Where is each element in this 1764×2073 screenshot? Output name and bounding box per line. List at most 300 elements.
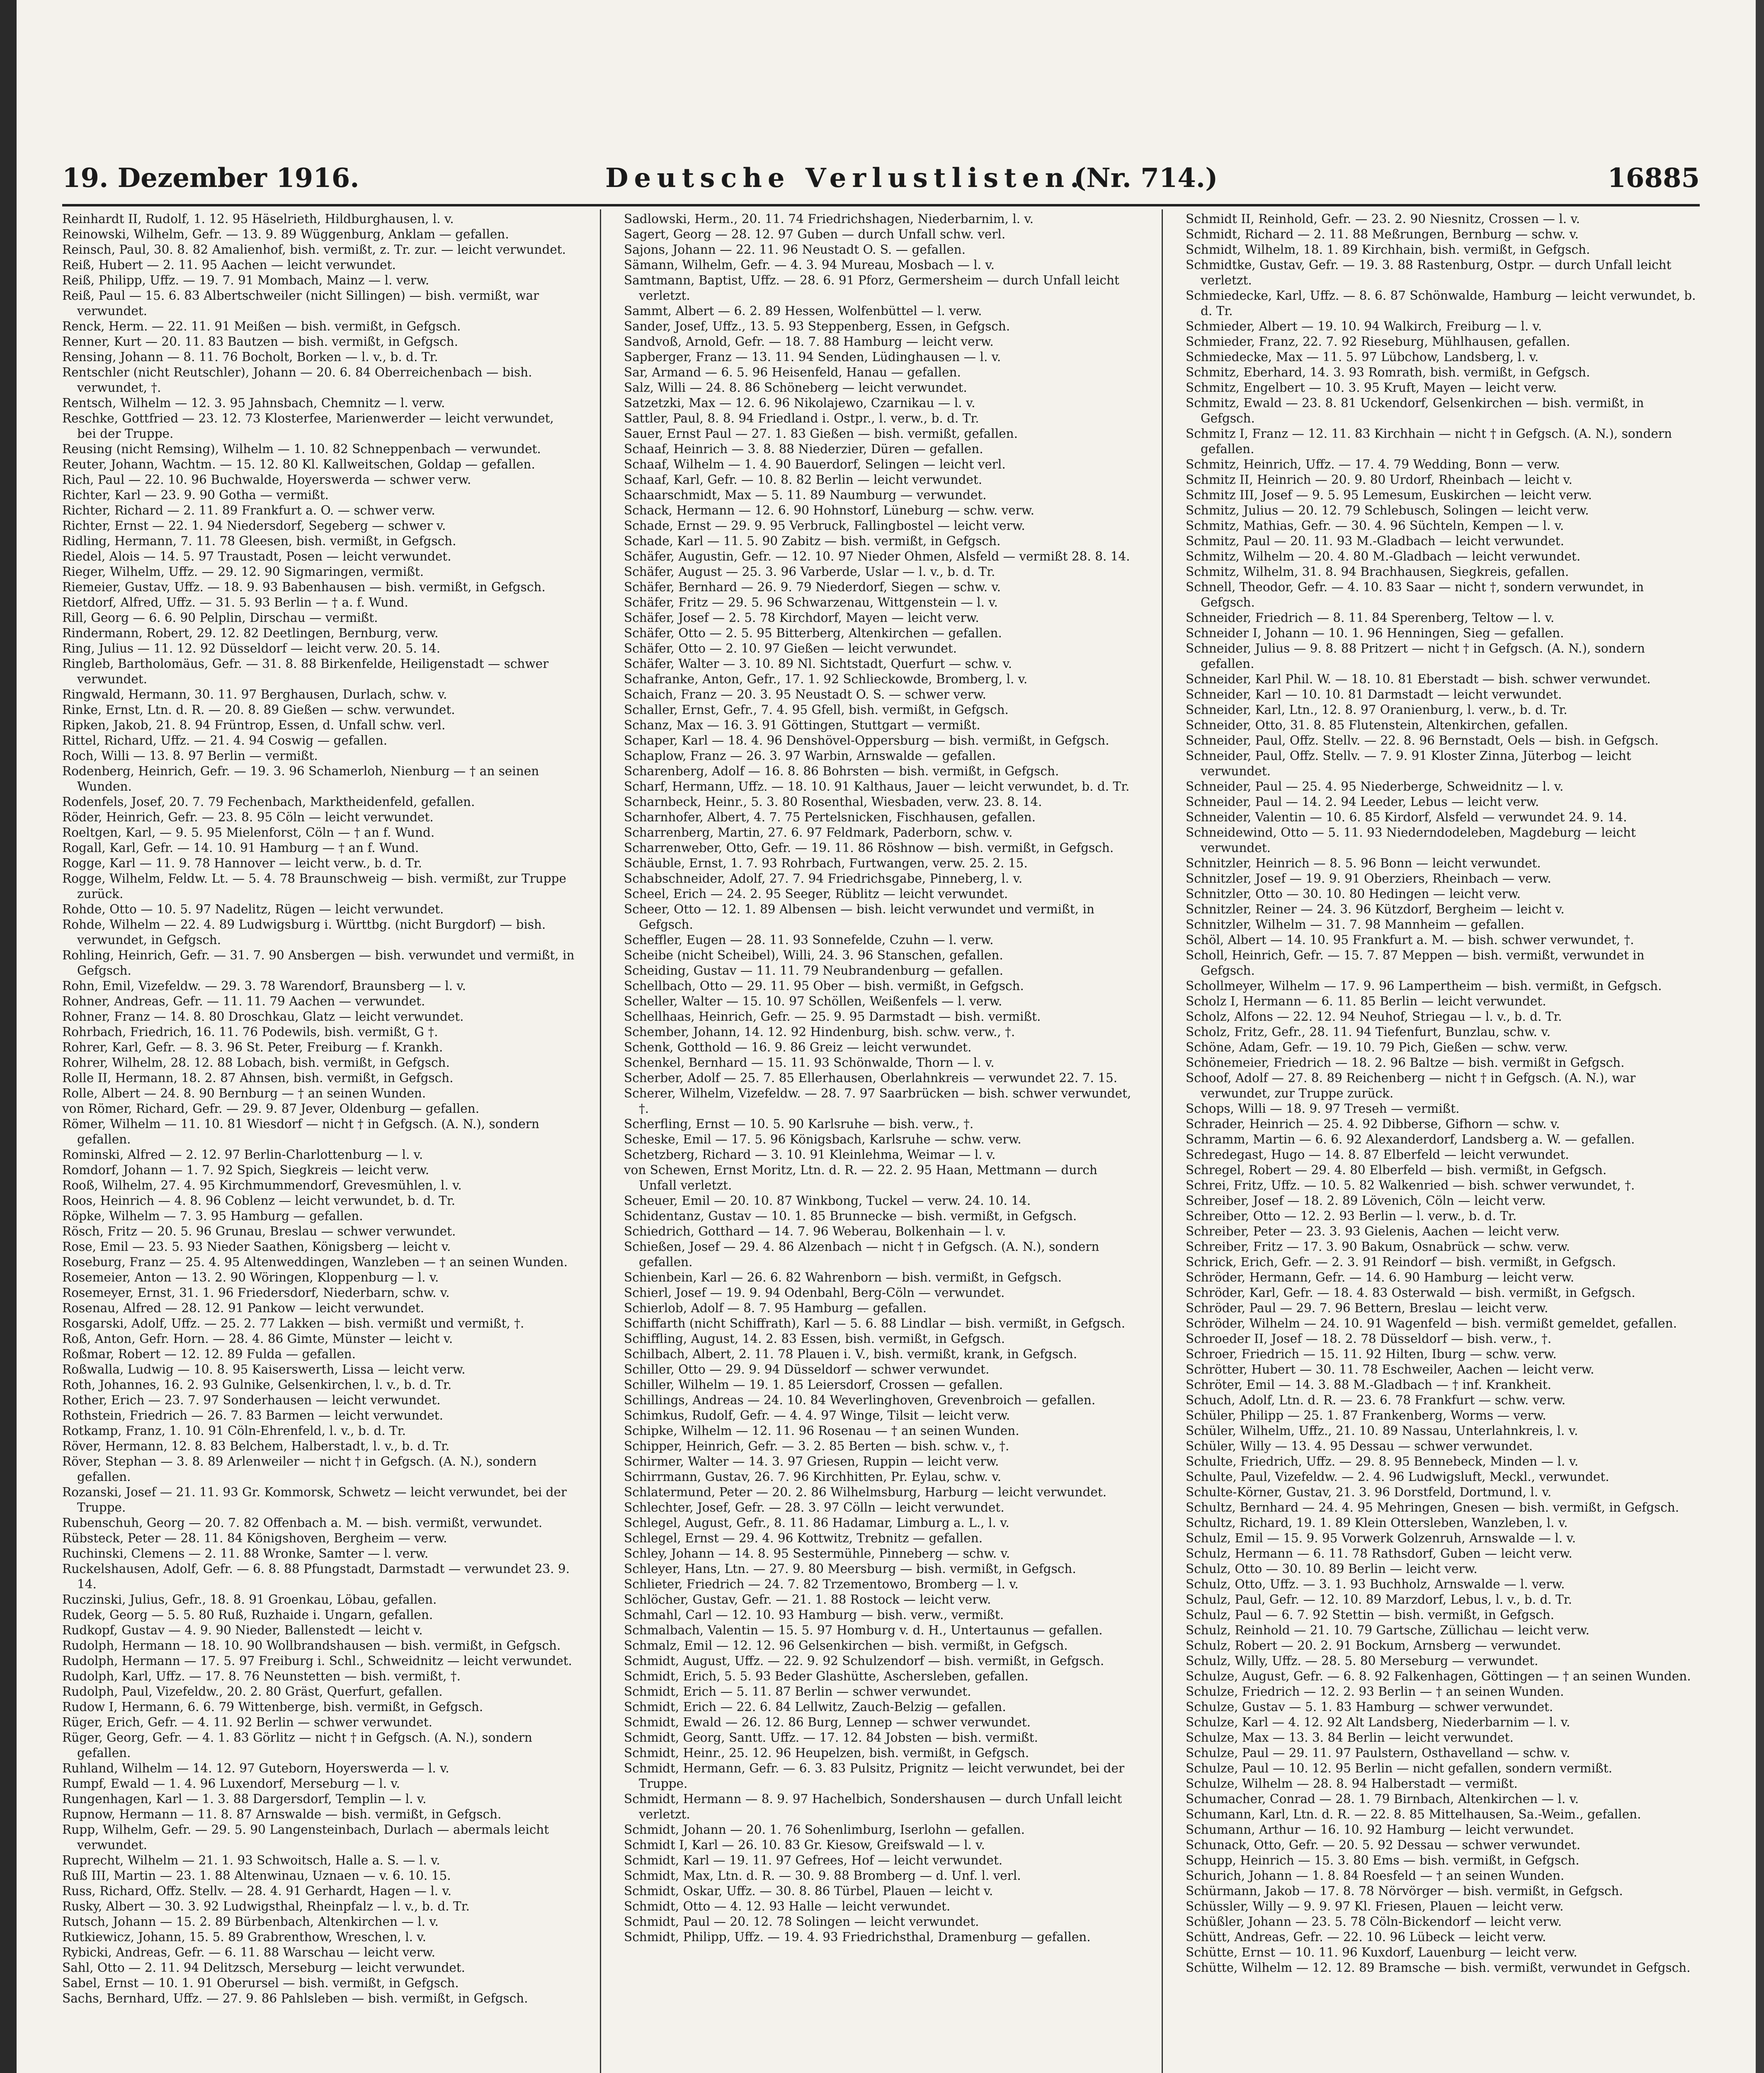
casualty-entry: Rose, Emil — 23. 5. 93 Nieder Saathen, Königsberg — leicht v.: [62, 1240, 451, 1254]
casualty-entry: Schmitz, Julius — 20. 12. 79 Schlebusch, Solingen — leicht verw.: [1186, 503, 1589, 517]
casualty-entry: Ringleb, Bartholomäus, Gefr. — 31. 8. 88 Birkenfelde, Heiligenstadt — schwer verwundet.: [62, 657, 549, 686]
casualty-entry: Schütte, Ernst — 10. 11. 96 Kuxdorf, Lauenburg — leicht verw.: [1186, 1945, 1577, 1959]
casualty-entry: Schirmer, Walter — 14. 3. 97 Griesen, Ruppin — leicht verw.: [624, 1454, 999, 1469]
casualty-entry: Schrötter, Hubert — 30. 11. 78 Eschweiler, Aachen — leicht verw.: [1186, 1362, 1594, 1376]
casualty-entry: Schäfer, Walter — 3. 10. 89 Nl. Sichtstadt, Querfurt — schw. v.: [624, 657, 1012, 671]
casualty-entry: Schreiber, Otto — 12. 2. 93 Berlin — l. verw., b. d. Tr.: [1186, 1209, 1517, 1223]
casualty-entry: Schneider, Friedrich — 8. 11. 84 Sperenberg, Teltow — l. v.: [1186, 611, 1555, 625]
casualty-entry: Rieger, Wilhelm, Uffz. — 29. 12. 90 Sigmaringen, vermißt.: [62, 565, 424, 579]
casualty-entry: Schneider, Karl — 10. 10. 81 Darmstadt — leicht verwundet.: [1186, 687, 1562, 702]
casualty-entry: Scheer, Otto — 12. 1. 89 Albensen — bish. leicht verwundet und vermißt, in Gefgsch.: [624, 902, 1094, 932]
casualty-entry: Schmidt, Max, Ltn. d. R. — 30. 9. 88 Bromberg — d. Unf. l. verl.: [624, 1869, 1021, 1883]
casualty-entry: Reiß, Hubert — 2. 11. 95 Aachen — leicht verwundet.: [62, 258, 396, 272]
casualty-entry: Ring, Julius — 11. 12. 92 Düsseldorf — leicht verw. 20. 5. 14.: [62, 641, 441, 655]
casualty-entry: Schaaf, Karl, Gefr. — 10. 8. 82 Berlin — leicht verwundet.: [624, 473, 983, 487]
casualty-entry: Rudolph, Hermann — 18. 10. 90 Wollbrandshausen — bish. vermißt, in Gefgsch.: [62, 1638, 561, 1653]
casualty-entry: Ruczinski, Julius, Gefr., 18. 8. 91 Groenkau, Löbau, gefallen.: [62, 1592, 437, 1607]
casualty-entry: Schilbach, Albert, 2. 11. 78 Plauen i. V., bish. vermißt, krank, in Gefgsch.: [624, 1347, 1077, 1361]
casualty-entry: Schöl, Albert — 14. 10. 95 Frankfurt a. M. — bish. schwer verwundet, †.: [1186, 933, 1634, 947]
casualty-entry: Scholz, Alfons — 22. 12. 94 Neuhof, Striegau — l. v., b. d. Tr.: [1186, 1010, 1562, 1024]
casualty-entry: Schellhaas, Heinrich, Gefr. — 25. 9. 95 Darmstadt — bish. vermißt.: [624, 1010, 1041, 1024]
casualty-entry: Schüler, Willy — 13. 4. 95 Dessau — schwer verwundet.: [1186, 1439, 1533, 1453]
casualty-entry: Rubenschuh, Georg — 20. 7. 82 Offenbach a. M. — bish. vermißt, verwundet.: [62, 1516, 543, 1530]
casualty-entry: Rumpf, Ewald — 1. 4. 96 Luxendorf, Merseburg — l. v.: [62, 1777, 400, 1791]
casualty-entry: Schley, Johann — 14. 8. 95 Sestermühle, Pinneberg — schw. v.: [624, 1546, 1010, 1561]
casualty-entry: Scheiding, Gustav — 11. 11. 79 Neubrandenburg — gefallen.: [624, 964, 1004, 978]
casualty-entry: Rudkopf, Gustav — 4. 9. 90 Nieder, Ballenstedt — leicht v.: [62, 1623, 423, 1637]
casualty-entry: Schmitz III, Josef — 9. 5. 95 Lemesum, Euskirchen — leicht verw.: [1186, 488, 1592, 502]
casualty-entry: Ruhland, Wilhelm — 14. 12. 97 Guteborn, Hoyerswerda — l. v.: [62, 1761, 449, 1775]
casualty-entry: Schreiber, Peter — 23. 3. 93 Gielenis, Aachen — leicht verw.: [1186, 1224, 1560, 1238]
casualty-entry: Schabschneider, Adolf, 27. 7. 94 Friedrichsgabe, Pinneberg, l. v.: [624, 871, 1023, 886]
casualty-entry: Rodenberg, Heinrich, Gefr. — 19. 3. 96 Schamerloh, Nienburg — † an seinen Wunden.: [62, 764, 539, 794]
casualty-entry: Scharf, Hermann, Uffz. — 18. 10. 91 Kalthaus, Jauer — leicht verwundet, b. d. Tr.: [624, 779, 1130, 794]
casualty-entry: Scheibe (nicht Scheibel), Willi, 24. 3. 96 Stanschen, gefallen.: [624, 948, 1003, 962]
page-header: [62, 160, 1700, 205]
casualty-entry: Schops, Willi — 18. 9. 97 Treseh — vermißt.: [1186, 1102, 1460, 1116]
casualty-entry: Schmitz, Mathias, Gefr. — 30. 4. 96 Süchteln, Kempen — l. v.: [1186, 519, 1564, 533]
casualty-entry: Schiffling, August, 14. 2. 83 Essen, bish. vermißt, in Gefgsch.: [624, 1332, 1005, 1346]
casualty-entry: Schreiber, Fritz — 17. 3. 90 Bakum, Osnabrück — schw. verw.: [1186, 1240, 1570, 1254]
casualty-entry: Schredegast, Hugo — 14. 8. 87 Elberfeld — leicht verwundet.: [1186, 1148, 1569, 1162]
casualty-entry: Reuter, Johann, Wachtm. — 15. 12. 80 Kl. Kallweitschen, Goldap — gefallen.: [62, 457, 535, 471]
casualty-entry: Schrei, Fritz, Uffz. — 10. 5. 82 Walkenried — bish. schwer verwundet, †.: [1186, 1178, 1635, 1192]
casualty-entry: Rosgarski, Adolf, Uffz. — 25. 2. 77 Lakken — bish. vermißt und vermißt, †.: [62, 1316, 524, 1330]
casualty-entry: Schneidewind, Otto — 5. 11. 93 Niederndodeleben, Magdeburg — leicht verwundet.: [1186, 825, 1636, 855]
casualty-entry: Schulze, Paul — 29. 11. 97 Paulstern, Osthavelland — schw. v.: [1186, 1746, 1570, 1760]
casualty-entry: Schmieder, Franz, 22. 7. 92 Rieseburg, Mühlhausen, gefallen.: [1186, 335, 1570, 349]
casualty-entry: Sabel, Ernst — 10. 1. 91 Oberursel — bish. vermißt, in Gefgsch.: [62, 1976, 459, 1990]
casualty-entry: Röpke, Wilhelm — 7. 3. 95 Hamburg — gefallen.: [62, 1209, 363, 1223]
casualty-entry: Schlegel, August, Gefr., 8. 11. 86 Hadamar, Limburg a. L., l. v.: [624, 1516, 1009, 1530]
casualty-entry: Schönemeier, Friedrich — 18. 2. 96 Baltze — bish. vermißt in Gefgsch.: [1186, 1056, 1625, 1070]
header-title: Deutsche Verlustlisten.: [605, 163, 1085, 194]
casualty-entry: Schäfer, Bernhard — 26. 9. 79 Niederdorf, Siegen — schw. v.: [624, 580, 1001, 594]
casualty-entry: Schmidt, Johann — 20. 1. 76 Sohenlimburg, Iserlohn — gefallen.: [624, 1823, 1025, 1837]
column-divider-1: [600, 209, 601, 2073]
casualty-entry: Schröder, Karl, Gefr. — 18. 4. 83 Osterwald — bish. vermißt, in Gefgsch.: [1186, 1286, 1635, 1300]
column-3: [1186, 211, 1700, 2073]
casualty-entry: Scharnhofer, Albert, 4. 7. 75 Pertelsnicken, Fischhausen, gefallen.: [624, 810, 1036, 824]
casualty-entry: Sander, Josef, Uffz., 13. 5. 93 Steppenberg, Essen, in Gefgsch.: [624, 319, 1010, 333]
casualty-entry: Röder, Heinrich, Gefr. — 23. 8. 95 Cöln — leicht verwundet.: [62, 810, 434, 824]
casualty-entry: Schollmeyer, Wilhelm — 17. 9. 96 Lampertheim — bish. vermißt, in Gefgsch.: [1186, 979, 1662, 993]
casualty-entry: Samtmann, Baptist, Uffz. — 28. 6. 91 Pforz, Germersheim — durch Unfall leicht verletzt.: [624, 273, 1119, 303]
casualty-entry: Schulz, Robert — 20. 2. 91 Bockum, Arnsberg — verwundet.: [1186, 1638, 1561, 1653]
casualty-entry: von Schewen, Ernst Moritz, Ltn. d. R. — 22. 2. 95 Haan, Mettmann — durch Unfall verletzt.: [624, 1163, 1097, 1192]
casualty-entry: Sämann, Wilhelm, Gefr. — 4. 3. 94 Mureau, Mosbach — l. v.: [624, 258, 995, 272]
casualty-entry: Schäfer, Fritz — 29. 5. 96 Schwarzenau, Wittgenstein — l. v.: [624, 595, 998, 609]
casualty-entry: Sammt, Albert — 6. 2. 89 Hessen, Wolfenbüttel — l. verw.: [624, 304, 982, 318]
casualty-entry: Schüler, Wilhelm, Uffz., 21. 10. 89 Nassau, Unterlahnkreis, l. v.: [1186, 1424, 1578, 1438]
casualty-entry: Schulz, Reinhold — 21. 10. 79 Gartsche, Züllichau — leicht verw.: [1186, 1623, 1589, 1637]
casualty-entry: Ruchinski, Clemens — 2. 11. 88 Wronke, Samter — l. verw.: [62, 1546, 429, 1561]
casualty-entry: Schierl, Josef — 19. 9. 94 Odenbahl, Berg-Cöln — verwundet.: [624, 1286, 1005, 1300]
casualty-entry: Sachs, Bernhard, Uffz. — 27. 9. 86 Pahlsleben — bish. vermißt, in Gefgsch.: [62, 1991, 528, 2005]
casualty-entry: Schidentanz, Gustav — 10. 1. 85 Brunnecke — bish. vermißt, in Gefgsch.: [624, 1209, 1077, 1223]
casualty-entry: Schulz, Otto — 30. 10. 89 Berlin — leicht verw.: [1186, 1562, 1478, 1576]
header-issue-number: (Nr. 714.): [1074, 163, 1218, 194]
casualty-entry: Rudolph, Paul, Vizefeldw., 20. 2. 80 Gräst, Querfurt, gefallen.: [62, 1685, 443, 1699]
casualty-entry: Schulte, Friedrich, Uffz. — 29. 8. 95 Bennebeck, Minden — l. v.: [1186, 1454, 1579, 1469]
casualty-entry: Schaper, Karl — 18. 4. 96 Denshövel-Oppersburg — bish. vermißt, in Gefgsch.: [624, 733, 1109, 748]
casualty-entry: Schipper, Heinrich, Gefr. — 3. 2. 85 Berten — bish. schw. v., †.: [624, 1439, 1009, 1453]
casualty-entry: Rothstein, Friedrich — 26. 7. 83 Barmen — leicht verwundet.: [62, 1408, 444, 1422]
casualty-entry: Schnitzler, Wilhelm — 31. 7. 98 Mannheim — gefallen.: [1186, 918, 1525, 932]
casualty-entry: Schmidt, Karl — 19. 11. 97 Gefrees, Hof — leicht verwundet.: [624, 1853, 1003, 1867]
casualty-entry: Schulze, August, Gefr. — 6. 8. 92 Falkenhagen, Göttingen — † an seinen Wunden.: [1186, 1669, 1691, 1683]
casualty-entry: Schreiber, Josef — 18. 2. 89 Lövenich, Cöln — leicht verw.: [1186, 1194, 1546, 1208]
casualty-entry: Schröder, Paul — 29. 7. 96 Bettern, Breslau — leicht verw.: [1186, 1301, 1548, 1315]
casualty-entry: Schnitzler, Heinrich — 8. 5. 96 Bonn — leicht verwundet.: [1186, 856, 1541, 870]
casualty-entry: Schlegel, Ernst — 29. 4. 96 Kottwitz, Trebnitz — gefallen.: [624, 1531, 983, 1545]
casualty-entry: Rindermann, Robert, 29. 12. 82 Deetlingen, Bernburg, verw.: [62, 626, 439, 640]
casualty-entry: Romdorf, Johann — 1. 7. 92 Spich, Siegkreis — leicht verw.: [62, 1163, 429, 1177]
casualty-entry: Schmitz, Paul — 20. 11. 93 M.-Gladbach — leicht verwundet.: [1186, 534, 1564, 548]
casualty-entry: Richter, Ernst — 22. 1. 94 Niedersdorf, Segeberg — schwer v.: [62, 519, 446, 533]
casualty-entry: Schmitz, Engelbert — 10. 3. 95 Kruft, Mayen — leicht verw.: [1186, 381, 1557, 395]
casualty-entry: Schmidt, Richard — 2. 11. 88 Meßrungen, Bernburg — schw. v.: [1186, 227, 1579, 241]
casualty-entry: Rietdorf, Alfred, Uffz. — 31. 5. 93 Berlin — † a. f. Wund.: [62, 595, 408, 609]
casualty-entry: Schmidt, Hermann, Gefr. — 6. 3. 83 Pulsitz, Prignitz — leicht verwundet, bei der Truppe.: [624, 1761, 1125, 1791]
casualty-entry: Schoof, Adolf — 27. 8. 89 Reichenberg — nicht † in Gefgsch. (A. N.), war verwundet, zur Truppe zurück.: [1186, 1071, 1636, 1100]
casualty-entry: Rohn, Emil, Vizefeldw. — 29. 3. 78 Warendorf, Braunsberg — l. v.: [62, 979, 466, 993]
casualty-entry: Schmiedecke, Karl, Uffz. — 8. 6. 87 Schönwalde, Hamburg — leicht verwundet, b. d. Tr.: [1186, 289, 1696, 318]
casualty-entry: Scheller, Walter — 15. 10. 97 Schöllen, Weißenfels — l. verw.: [624, 994, 1002, 1008]
casualty-entry: Schupp, Heinrich — 15. 3. 80 Ems — bish. vermißt, in Gefgsch.: [1186, 1853, 1580, 1867]
casualty-entry: Ridling, Hermann, 7. 11. 78 Gleesen, bish. vermißt, in Gefgsch.: [62, 534, 456, 548]
scan-edge-left: [0, 0, 17, 2073]
casualty-entry: Sadlowski, Herm., 20. 11. 74 Friedrichshagen, Niederbarnim, l. v.: [624, 212, 1034, 226]
casualty-entry: Schiffarth (nicht Schiffrath), Karl — 5. 6. 88 Lindlar — bish. vermißt, in Gefgsch.: [624, 1316, 1126, 1330]
casualty-entry: Ruß III, Martin — 23. 1. 88 Altenwinau, Uznaen — v. 6. 10. 15.: [62, 1869, 451, 1883]
casualty-entry: Rohner, Andreas, Gefr. — 11. 11. 79 Aachen — verwundet.: [62, 994, 425, 1008]
casualty-entry: Schulze, Friedrich — 12. 2. 93 Berlin — † an seinen Wunden.: [1186, 1685, 1564, 1699]
scan-edge-right: [1756, 0, 1764, 2073]
casualty-entry: Schlöcher, Gustav, Gefr. — 21. 1. 88 Rostock — leicht verw.: [624, 1592, 991, 1607]
casualty-entry: Rohrer, Wilhelm, 28. 12. 88 Lobach, bish. vermißt, in Gefgsch.: [62, 1056, 450, 1070]
casualty-entry: Schaarschmidt, Max — 5. 11. 89 Naumburg — verwundet.: [624, 488, 987, 502]
casualty-entry: Schmidt, Erich, 5. 5. 93 Beder Glashütte, Aschersleben, gefallen.: [624, 1669, 1029, 1683]
casualty-entry: Schießen, Josef — 29. 4. 86 Alzenbach — nicht † in Gefgsch. (A. N.), sondern gefallen.: [624, 1240, 1099, 1269]
casualty-entry: Rutkiewicz, Johann, 15. 5. 89 Grabrenthow, Wreschen, l. v.: [62, 1930, 426, 1944]
casualty-entry: Scharnbeck, Heinr., 5. 3. 80 Rosenthal, Wiesbaden, verw. 23. 8. 14.: [624, 795, 1042, 809]
casualty-entry: Schrick, Erich, Gefr. — 2. 3. 91 Reindorf — bish. vermißt, in Gefgsch.: [1186, 1255, 1616, 1269]
casualty-entry: Rüger, Erich, Gefr. — 4. 11. 92 Berlin — schwer verwundet.: [62, 1715, 432, 1729]
casualty-entry: Schultz, Bernhard — 24. 4. 95 Mehringen, Gnesen — bish. vermißt, in Gefgsch.: [1186, 1500, 1679, 1515]
casualty-entry: Sauer, Ernst Paul — 27. 1. 83 Gießen — bish. vermißt, gefallen.: [624, 427, 1018, 441]
casualty-entry: Rogge, Wilhelm, Feldw. Lt. — 5. 4. 78 Braunschweig — bish. vermißt, zur Truppe zurück.: [62, 871, 566, 901]
column-2: [624, 211, 1138, 2073]
casualty-entry: Schiedrich, Gotthard — 14. 7. 96 Weberau, Bolkenhain — l. v.: [624, 1224, 1006, 1238]
casualty-entry: Rill, Georg — 6. 6. 90 Pelplin, Dirschau — vermißt.: [62, 611, 378, 625]
casualty-entry: Schmidt, Wilhelm, 18. 1. 89 Kirchhain, bish. vermißt, in Gefgsch.: [1186, 243, 1590, 257]
casualty-entry: Rohling, Heinrich, Gefr. — 31. 7. 90 Ansbergen — bish. verwundet und vermißt, in Gefgsch.: [62, 948, 575, 978]
casualty-entry: Schellbach, Otto — 29. 11. 95 Ober — bish. vermißt, in Gefgsch.: [624, 979, 1024, 993]
casualty-entry: Sajons, Johann — 22. 11. 96 Neustadt O. S. — gefallen.: [624, 243, 966, 257]
casualty-entry: Riedel, Alois — 14. 5. 97 Traustadt, Posen — leicht verwundet.: [62, 549, 451, 563]
casualty-entry: Scholl, Heinrich, Gefr. — 15. 7. 87 Meppen — bish. vermißt, verwundet in Gefgsch.: [1186, 948, 1645, 978]
casualty-entry: Sagert, Georg — 28. 12. 97 Guben — durch Unfall schw. verl.: [624, 227, 1006, 241]
casualty-entry: Schmidtke, Gustav, Gefr. — 19. 3. 88 Rastenburg, Ostpr. — durch Unfall leicht verletzt.: [1186, 258, 1672, 287]
casualty-entry: Schrader, Heinrich — 25. 4. 92 Dibberse, Gifhorn — schw. v.: [1186, 1117, 1560, 1131]
casualty-entry: Schröder, Hermann, Gefr. — 14. 6. 90 Hamburg — leicht verw.: [1186, 1270, 1575, 1284]
casualty-entry: Schember, Johann, 14. 12. 92 Hindenburg, bish. schw. verw., †.: [624, 1025, 1015, 1039]
casualty-entry: Salz, Willi — 24. 8. 86 Schöneberg — leicht verwundet.: [624, 381, 967, 395]
casualty-entry: Schimkus, Rudolf, Gefr. — 4. 4. 97 Winge, Tilsit — leicht verw.: [624, 1408, 1010, 1422]
casualty-entry: Schulte, Paul, Vizefeldw. — 2. 4. 96 Ludwigsluft, Meckl., verwundet.: [1186, 1470, 1609, 1484]
casualty-entry: Schüssler, Willy — 9. 9. 97 Kl. Friesen, Plauen — leicht verw.: [1186, 1899, 1564, 1913]
casualty-entry: Schade, Karl — 11. 5. 90 Zabitz — bish. vermißt, in Gefgsch.: [624, 534, 1001, 548]
casualty-entry: Schneider, Paul, Offz. Stellv. — 7. 9. 91 Kloster Zinna, Jüterbog — leicht verwundet.: [1186, 749, 1631, 778]
header-rule: [62, 204, 1700, 206]
casualty-entry: Rentschler (nicht Reutschler), Johann — 20. 6. 84 Oberreichenbach — bish. verwundet, †.: [62, 365, 532, 395]
casualty-entry: Schiller, Otto — 29. 9. 94 Düsseldorf — schwer verwundet.: [624, 1362, 990, 1376]
casualty-entry: Schlatermund, Peter — 20. 2. 86 Wilhelmsburg, Harburg — leicht verwundet.: [624, 1485, 1107, 1499]
casualty-entry: Schulz, Otto, Uffz. — 3. 1. 93 Buchholz, Arnswalde — l. verw.: [1186, 1577, 1565, 1591]
casualty-entry: Rittel, Richard, Uffz. — 21. 4. 94 Coswig — gefallen.: [62, 733, 388, 748]
casualty-entry: Sandvoß, Arnold, Gefr. — 18. 7. 88 Hamburg — leicht verw.: [624, 335, 994, 349]
casualty-entry: Schmidt I, Karl — 26. 10. 83 Gr. Kiesow, Greifswald — l. v.: [624, 1838, 985, 1852]
casualty-entry: Rooß, Wilhelm, 27. 4. 95 Kirchmummendorf, Grevesmühlen, l. v.: [62, 1178, 462, 1192]
casualty-entry: Schöne, Adam, Gefr. — 19. 10. 79 Pich, Gießen — schw. verw.: [1186, 1040, 1568, 1054]
casualty-entry: Schnell, Theodor, Gefr. — 4. 10. 83 Saar — nicht †, sondern verwundet, in Gefgsch.: [1186, 580, 1644, 609]
casualty-entry: Schnitzler, Otto — 30. 10. 80 Hedingen — leicht verw.: [1186, 887, 1521, 901]
casualty-entry: Schmitz, Eberhard, 14. 3. 93 Romrath, bish. vermißt, in Gefgsch.: [1186, 365, 1590, 379]
casualty-entry: Schürmann, Jakob — 17. 8. 78 Nörvörger — bish. vermißt, in Gefgsch.: [1186, 1884, 1623, 1898]
casualty-entry: Scharrenberg, Martin, 27. 6. 97 Feldmark, Paderborn, schw. v.: [624, 825, 1013, 840]
casualty-entry: von Römer, Richard, Gefr. — 29. 9. 87 Jever, Oldenburg — gefallen.: [62, 1102, 480, 1116]
casualty-entry: Rinke, Ernst, Ltn. d. R. — 20. 8. 89 Gießen — schw. verwundet.: [62, 703, 455, 717]
casualty-entry: Renck, Herm. — 22. 11. 91 Meißen — bish. vermißt, in Gefgsch.: [62, 319, 461, 333]
casualty-entry: Schmidt, Oskar, Uffz. — 30. 8. 86 Türbel, Plauen — leicht v.: [624, 1884, 993, 1898]
casualty-entry: Rosemeier, Anton — 13. 2. 90 Wöringen, Kloppenburg — l. v.: [62, 1270, 439, 1284]
casualty-entry: Ruprecht, Wilhelm — 21. 1. 93 Schwoitsch, Halle a. S. — l. v.: [62, 1853, 440, 1867]
casualty-entry: Rolle II, Hermann, 18. 2. 87 Ahnsen, bish. vermißt, in Gefgsch.: [62, 1071, 454, 1085]
casualty-entry: Scheel, Erich — 24. 2. 95 Seeger, Rüblitz — leicht verwundet.: [624, 887, 1008, 901]
casualty-entry: Schneider, Paul — 25. 4. 95 Niederberge, Schweidnitz — l. v.: [1186, 779, 1564, 794]
casualty-entry: Schulze, Wilhelm — 28. 8. 94 Halberstadt — vermißt.: [1186, 1777, 1518, 1791]
casualty-entry: Schmidt, Philipp, Uffz. — 19. 4. 93 Friedrichsthal, Dramenburg — gefallen.: [624, 1930, 1091, 1944]
casualty-entry: Rentsch, Wilhelm — 12. 3. 95 Jahnsbach, Chemnitz — l. verw.: [62, 396, 445, 410]
casualty-entry: Scholz I, Hermann — 6. 11. 85 Berlin — leicht verwundet.: [1186, 994, 1546, 1008]
casualty-entry: Schäfer, Otto — 2. 5. 95 Bitterberg, Altenkirchen — gefallen.: [624, 626, 1002, 640]
casualty-entry: Rohrer, Karl, Gefr. — 8. 3. 96 St. Peter, Freiburg — f. Krankh.: [62, 1040, 443, 1054]
casualty-entry: Roß, Anton, Gefr. Horn. — 28. 4. 86 Gimte, Münster — leicht v.: [62, 1332, 453, 1346]
casualty-entry: Schneider I, Johann — 10. 1. 96 Henningen, Sieg — gefallen.: [1186, 626, 1564, 640]
casualty-entry: Schumann, Karl, Ltn. d. R. — 22. 8. 85 Mittelhausen, Sa.-Weim., gefallen.: [1186, 1807, 1641, 1821]
casualty-entry: Rother, Erich — 23. 7. 97 Sonderhausen — leicht verwundet.: [62, 1393, 441, 1407]
casualty-entry: Roseburg, Franz — 25. 4. 95 Altenweddingen, Wanzleben — † an seinen Wunden.: [62, 1255, 568, 1269]
casualty-entry: Sapberger, Franz — 13. 11. 94 Senden, Lüdinghausen — l. v.: [624, 350, 1001, 364]
casualty-entry: Schulte-Körner, Gustav, 21. 3. 96 Dorstfeld, Dortmund, l. v.: [1186, 1485, 1552, 1499]
casualty-entry: Satzetzki, Max — 12. 6. 96 Nikolajewo, Czarnikau — l. v.: [624, 396, 975, 410]
casualty-entry: Rotkamp, Franz, 1. 10. 91 Cöln-Ehrenfeld, l. v., b. d. Tr.: [62, 1424, 406, 1438]
casualty-entry: Rupp, Wilhelm, Gefr. — 29. 5. 90 Langensteinbach, Durlach — abermals leicht verwundet.: [62, 1823, 549, 1852]
casualty-entry: Schüßler, Johann — 23. 5. 78 Cöln-Bickendorf — leicht verw.: [1186, 1915, 1562, 1929]
casualty-entry: Schneider, Karl Phil. W. — 18. 10. 81 Eberstadt — bish. schwer verwundet.: [1186, 672, 1651, 686]
casualty-entry: Schanz, Max — 16. 3. 91 Göttingen, Stuttgart — vermißt.: [624, 718, 980, 732]
casualty-entry: Schmahl, Carl — 12. 10. 93 Hamburg — bish. verw., vermißt.: [624, 1608, 1004, 1622]
casualty-entry: Schregel, Robert — 29. 4. 80 Elberfeld — bish. vermißt, in Gefgsch.: [1186, 1163, 1607, 1177]
casualty-entry: Richter, Karl — 23. 9. 90 Gotha — vermißt.: [62, 488, 329, 502]
casualty-entry: Scharenberg, Adolf — 16. 8. 86 Bohrsten — bish. vermißt, in Gefgsch.: [624, 764, 1059, 778]
casualty-entry: Scheske, Emil — 17. 5. 96 Königsbach, Karlsruhe — schw. verw.: [624, 1132, 1022, 1146]
casualty-entry: Schramm, Martin — 6. 6. 92 Alexanderdorf, Landsberg a. W. — gefallen.: [1186, 1132, 1635, 1146]
casualty-entry: Russ, Richard, Offz. Stellv. — 28. 4. 91 Gerhardt, Hagen — l. v.: [62, 1884, 452, 1898]
casualty-entry: Schulze, Max — 13. 3. 84 Berlin — leicht verwundet.: [1186, 1731, 1514, 1745]
casualty-entry: Schmidt II, Reinhold, Gefr. — 23. 2. 90 Niesnitz, Crossen — l. v.: [1186, 212, 1580, 226]
casualty-entry: Rybicki, Andreas, Gefr. — 6. 11. 88 Warschau — leicht verw.: [62, 1945, 436, 1959]
casualty-entry: Schmalbach, Valentin — 15. 5. 97 Homburg v. d. H., Untertaunus — gefallen.: [624, 1623, 1103, 1637]
casualty-entry: Schumann, Arthur — 16. 10. 92 Hamburg — leicht verwundet.: [1186, 1823, 1574, 1837]
casualty-entry: Rudolph, Karl, Uffz. — 17. 8. 76 Neunstetten — bish. vermißt, †.: [62, 1669, 461, 1683]
casualty-entry: Schneider, Paul, Offz. Stellv. — 22. 8. 96 Bernstadt, Oels — bish. in Gefgsch.: [1186, 733, 1659, 748]
casualty-entry: Schmidt, August, Uffz. — 22. 9. 92 Schulzendorf — bish. vermißt, in Gefgsch.: [624, 1654, 1104, 1668]
casualty-entry: Ruckelshausen, Adolf, Gefr. — 6. 8. 88 Pfungstadt, Darmstadt — verwundet 23. 9. 14.: [62, 1562, 570, 1591]
casualty-entry: Rosenau, Alfred — 28. 12. 91 Pankow — leicht verwundet.: [62, 1301, 425, 1315]
header-date: 19. Dezember 1916.: [62, 163, 359, 194]
casualty-entry: Rüger, Georg, Gefr. — 4. 1. 83 Görlitz — nicht † in Gefgsch. (A. N.), sondern gefallen.: [62, 1731, 532, 1760]
casualty-entry: Schulz, Paul, Gefr. — 12. 10. 89 Marzdorf, Lebus, l. v., b. d. Tr.: [1186, 1592, 1572, 1607]
casualty-entry: Rutsch, Johann — 15. 2. 89 Bürbenbach, Altenkirchen — l. v.: [62, 1915, 439, 1929]
casualty-entry: Schröder, Wilhelm — 24. 10. 91 Wagenfeld — bish. vermißt gemeldet, gefallen.: [1186, 1316, 1677, 1330]
casualty-entry: Röver, Stephan — 3. 8. 89 Arlenweiler — nicht † in Gefgsch. (A. N.), sondern gefallen.: [62, 1454, 537, 1484]
casualty-entry: Schleyer, Hans, Ltn. — 27. 9. 80 Meersburg — bish. vermißt, in Gefgsch.: [624, 1562, 1076, 1576]
casualty-entry: Schaller, Ernst, Gefr., 7. 4. 95 Gfell, bish. vermißt, in Gefgsch.: [624, 703, 1009, 717]
casualty-entry: Rübsteck, Peter — 28. 11. 84 Königshoven, Bergheim — verw.: [62, 1531, 447, 1545]
casualty-entry: Schuch, Adolf, Ltn. d. R. — 23. 6. 78 Frankfurt — schw. verw.: [1186, 1393, 1566, 1407]
casualty-entry: Reschke, Gottfried — 23. 12. 73 Klosterfee, Marienwerder — leicht verwundet, bei der Truppe.: [62, 411, 554, 441]
casualty-entry: Riemeier, Gustav, Uffz. — 18. 9. 93 Babenhausen — bish. vermißt, in Gefgsch.: [62, 580, 546, 594]
casualty-entry: Schmidt, Ewald — 26. 12. 86 Burg, Lennep — schwer verwundet.: [624, 1715, 1031, 1729]
casualty-entry: Schenkel, Bernhard — 15. 11. 93 Schönwalde, Thorn — l. v.: [624, 1056, 995, 1070]
casualty-entry: Renner, Kurt — 20. 11. 83 Bautzen — bish. vermißt, in Gefgsch.: [62, 335, 459, 349]
casualty-entry: Schneider, Valentin — 10. 6. 85 Kirdorf, Alsfeld — verwundet 24. 9. 14.: [1186, 810, 1627, 824]
casualty-entry: Rudow I, Hermann, 6. 6. 79 Wittenberge, bish. vermißt, in Gefgsch.: [62, 1700, 483, 1714]
casualty-entry: Röver, Hermann, 12. 8. 83 Belchem, Halberstadt, l. v., b. d. Tr.: [62, 1439, 450, 1453]
header-page-number: 16885: [1607, 163, 1700, 194]
casualty-entry: Schlieter, Friedrich — 24. 7. 82 Trzementowo, Bromberg — l. v.: [624, 1577, 1019, 1591]
casualty-entry: Sar, Armand — 6. 5. 96 Heisenfeld, Hanau — gefallen.: [624, 365, 961, 379]
casualty-entry: Schurich, Johann — 1. 8. 84 Roesfeld — † an seinen Wunden.: [1186, 1869, 1565, 1883]
casualty-entry: Reinhardt II, Rudolf, 1. 12. 95 Häselrieth, Hildburghausen, l. v.: [62, 212, 454, 226]
casualty-entry: Schneider, Paul — 14. 2. 94 Leeder, Lebus — leicht verw.: [1186, 795, 1539, 809]
casualty-entry: Roch, Willi — 13. 8. 97 Berlin — vermißt.: [62, 749, 318, 763]
casualty-entry: Römer, Wilhelm — 11. 10. 81 Wiesdorf — nicht † in Gefgsch. (A. N.), sondern gefallen.: [62, 1117, 539, 1146]
casualty-entry: Rohde, Otto — 10. 5. 97 Nadelitz, Rügen — leicht verwundet.: [62, 902, 444, 916]
casualty-entry: Rohrbach, Friedrich, 16. 11. 76 Podewils, bish. vermißt, G †.: [62, 1025, 438, 1039]
casualty-entry: Schnitzler, Reiner — 24. 3. 96 Kützdorf, Bergheim — leicht v.: [1186, 902, 1565, 916]
casualty-entry: Rohde, Wilhelm — 22. 4. 89 Ludwigsburg i. Württbg. (nicht Burgdorf) — bish. verwundet, in Gefgsch.: [62, 918, 546, 947]
casualty-entry: Ringwald, Hermann, 30. 11. 97 Berghausen, Durlach, schw. v.: [62, 687, 447, 702]
casualty-entry: Reiß, Paul — 15. 6. 83 Albertschweiler (nicht Sillingen) — bish. vermißt, war verwundet.: [62, 289, 539, 318]
casualty-entry: Rodenfels, Josef, 20. 7. 79 Fechenbach, Marktheidenfeld, gefallen.: [62, 795, 475, 809]
casualty-entry: Schmitz, Wilhelm — 20. 4. 80 M.-Gladbach — leicht verwundet.: [1186, 549, 1581, 563]
casualty-entry: Rogall, Karl, Gefr. — 14. 10. 91 Hamburg — † an f. Wund.: [62, 841, 419, 855]
casualty-entry: Schmidt, Erich — 22. 6. 84 Lellwitz, Zauch-Belzig — gefallen.: [624, 1700, 1006, 1714]
casualty-entry: Rolle, Albert — 24. 8. 90 Bernburg — † an seinen Wunden.: [62, 1086, 426, 1100]
casualty-entry: Scherer, Wilhelm, Vizefeldw. — 28. 7. 97 Saarbrücken — bish. schwer verwundet, †.: [624, 1086, 1131, 1116]
casualty-entry: Rohner, Franz — 14. 8. 80 Droschkau, Glatz — leicht verwundet.: [62, 1010, 464, 1024]
casualty-entry: Schmitz II, Heinrich — 20. 9. 80 Urdorf, Rheinbach — leicht v.: [1186, 473, 1572, 487]
casualty-entry: Roeltgen, Karl, — 9. 5. 95 Mielenforst, Cöln — † an f. Wund.: [62, 825, 435, 840]
casualty-entry: Roßmar, Robert — 12. 12. 89 Fulda — gefallen.: [62, 1347, 356, 1361]
casualty-entry: Schiller, Wilhelm — 19. 1. 85 Leiersdorf, Crossen — gefallen.: [624, 1378, 1003, 1392]
casualty-entry: Schäuble, Ernst, 1. 7. 93 Rohrbach, Furtwangen, verw. 25. 2. 15.: [624, 856, 1028, 870]
casualty-entry: Rungenhagen, Karl — 1. 3. 88 Dargersdorf, Templin — l. v.: [62, 1792, 427, 1806]
casualty-entry: Schulz, Willy, Uffz. — 28. 5. 80 Merseburg — verwundet.: [1186, 1654, 1538, 1668]
casualty-entry: Scheuer, Emil — 20. 10. 87 Winkbong, Tuckel — verw. 24. 10. 14.: [624, 1194, 1031, 1208]
casualty-entry: Rensing, Johann — 8. 11. 76 Bocholt, Borken — l. v., b. d. Tr.: [62, 350, 438, 364]
casualty-entry: Rudolph, Hermann — 17. 5. 97 Freiburg i. Schl., Schweidnitz — leicht verwundet.: [62, 1654, 572, 1668]
casualty-entry: Schulz, Hermann — 6. 11. 78 Rathsdorf, Guben — leicht verw.: [1186, 1546, 1572, 1561]
casualty-entry: Schulze, Paul — 10. 12. 95 Berlin — nicht gefallen, sondern vermißt.: [1186, 1761, 1612, 1775]
casualty-entry: Schmidt, Hermann — 8. 9. 97 Hachelbich, Sondershausen — durch Unfall leicht verletzt.: [624, 1792, 1122, 1821]
casualty-entry: Schäfer, Otto — 2. 10. 97 Gießen — leicht verwundet.: [624, 641, 957, 655]
casualty-entry: Scharrenweber, Otto, Gefr. — 19. 11. 86 Röshnow — bish. vermißt, in Gefgsch.: [624, 841, 1114, 855]
casualty-entry: Schack, Hermann — 12. 6. 90 Hohnstorf, Lüneburg — schw. verw.: [624, 503, 1034, 517]
casualty-entry: Schmitz I, Franz — 12. 11. 83 Kirchhain — nicht † in Gefgsch. (A. N.), sondern gefallen.: [1186, 427, 1672, 456]
casualty-entry: Schetzberg, Richard — 3. 10. 91 Kleinlehma, Weimar — l. v.: [624, 1148, 996, 1162]
casualty-entry: Schulze, Gustav — 5. 1. 83 Hamburg — schwer verwundet.: [1186, 1700, 1553, 1714]
casualty-entry: Scherber, Adolf — 25. 7. 85 Ellerhausen, Oberlahnkreis — verwundet 22. 7. 15.: [624, 1071, 1118, 1085]
casualty-entry: Schumacher, Conrad — 28. 1. 79 Birnbach, Altenkirchen — l. v.: [1186, 1792, 1579, 1806]
casualty-entry: Schaich, Franz — 20. 3. 95 Neustadt O. S. — schwer verw.: [624, 687, 986, 702]
casualty-entry: Rusky, Albert — 30. 3. 92 Ludwigsthal, Rheinpfalz — l. v., b. d. Tr.: [62, 1899, 470, 1913]
casualty-entry: Roos, Heinrich — 4. 8. 96 Coblenz — leicht verwundet, b. d. Tr.: [62, 1194, 456, 1208]
casualty-entry: Schmieder, Albert — 19. 10. 94 Walkirch, Freiburg — l. v.: [1186, 319, 1542, 333]
casualty-entry: Schütte, Wilhelm — 12. 12. 89 Bramsche — bish. vermißt, verwundet in Gefgsch.: [1186, 1961, 1691, 1975]
casualty-entry: Schnitzler, Josef — 19. 9. 91 Oberziers, Rheinbach — verw.: [1186, 871, 1551, 886]
casualty-entry: Schmalz, Emil — 12. 12. 96 Gelsenkirchen — bish. vermißt, in Gefgsch.: [624, 1638, 1068, 1653]
casualty-entry: Rich, Paul — 22. 10. 96 Buchwalde, Hoyerswerda — schwer verw.: [62, 473, 471, 487]
casualty-entry: Schmitz, Wilhelm, 31. 8. 94 Brachhausen, Siegkreis, gefallen.: [1186, 565, 1569, 579]
casualty-entry: Schaaf, Wilhelm — 1. 4. 90 Bauerdorf, Selingen — leicht verl.: [624, 457, 1006, 471]
casualty-entry: Schütt, Andreas, Gefr. — 22. 10. 96 Lübeck — leicht verw.: [1186, 1930, 1546, 1944]
casualty-entry: Sattler, Paul, 8. 8. 94 Friedland i. Ostpr., l. verw., b. d. Tr.: [624, 411, 979, 425]
casualty-entry: Schröter, Emil — 14. 3. 88 M.-Gladbach — † inf. Krankheit.: [1186, 1378, 1552, 1392]
casualty-entry: Schade, Ernst — 29. 9. 95 Verbruck, Fallingbostel — leicht verw.: [624, 519, 1025, 533]
casualty-entry: Rogge, Karl — 11. 9. 78 Hannover — leicht verw., b. d. Tr.: [62, 856, 422, 870]
casualty-entry: Schäfer, August — 25. 3. 96 Varberde, Uslar — l. v., b. d. Tr.: [624, 565, 995, 579]
casualty-entry: Scheffler, Eugen — 28. 11. 93 Sonnefelde, Czuhn — l. verw.: [624, 933, 994, 947]
casualty-entry: Schirrmann, Gustav, 26. 7. 96 Kirchhitten, Pr. Eylau, schw. v.: [624, 1470, 1002, 1484]
casualty-entry: Scherfling, Ernst — 10. 5. 90 Karlsruhe — bish. verw., †.: [624, 1117, 974, 1131]
casualty-entry: Schmiedecke, Max — 11. 5. 97 Lübchow, Landsberg, l. v.: [1186, 350, 1539, 364]
casualty-entry: Reinsch, Paul, 30. 8. 82 Amalienhof, bish. vermißt, z. Tr. zur. — leicht verwundet.: [62, 243, 566, 257]
casualty-entry: Schneider, Otto, 31. 8. 85 Flutenstein, Altenkirchen, gefallen.: [1186, 718, 1568, 732]
column-divider-2: [1162, 209, 1163, 2073]
casualty-entry: Schmidt, Georg, Santt. Uffz. — 17. 12. 84 Jobsten — bish. vermißt.: [624, 1731, 1038, 1745]
casualty-entry: Reiß, Philipp, Uffz. — 19. 7. 91 Mombach, Mainz — l. verw.: [62, 273, 429, 287]
casualty-entry: Schaaf, Heinrich — 3. 8. 88 Niederzier, Düren — gefallen.: [624, 442, 983, 456]
casualty-entry: Reusing (nicht Remsing), Wilhelm — 1. 10. 82 Schneppenbach — verwundet.: [62, 442, 541, 456]
casualty-entry: Schroeder II, Josef — 18. 2. 78 Düsseldorf — bish. verw., †.: [1186, 1332, 1552, 1346]
casualty-entry: Rudek, Georg — 5. 5. 80 Ruß, Ruzhaide i. Ungarn, gefallen.: [62, 1608, 433, 1622]
casualty-entry: Schmidt, Paul — 20. 12. 78 Solingen — leicht verwundet.: [624, 1915, 979, 1929]
casualty-entry: Schroer, Friedrich — 15. 11. 92 Hilten, Iburg — schw. verw.: [1186, 1347, 1557, 1361]
casualty-entry: Schneider, Julius — 9. 8. 88 Pritzert — nicht † in Gefgsch. (A. N.), sondern gefallen.: [1186, 641, 1645, 671]
casualty-entry: Schaplow, Franz — 26. 3. 97 Warbin, Arnswalde — gefallen.: [624, 749, 996, 763]
casualty-entry: Schillings, Andreas — 24. 10. 84 Weverlinghoven, Grevenbroich — gefallen.: [624, 1393, 1096, 1407]
casualty-entry: Scholz, Fritz, Gefr., 28. 11. 94 Tiefenfurt, Bunzlau, schw. v.: [1186, 1025, 1551, 1039]
casualty-entry: Schulze, Karl — 4. 12. 92 Alt Landsberg, Niederbarnim — l. v.: [1186, 1715, 1570, 1729]
casualty-entry: Roth, Johannes, 16. 2. 93 Gulnike, Gelsenkirchen, l. v., b. d. Tr.: [62, 1378, 452, 1392]
casualty-entry: Ripken, Jakob, 21. 8. 94 Früntrop, Essen, d. Unfall schw. verl.: [62, 718, 446, 732]
casualty-entry: Schmitz, Ewald — 23. 8. 81 Uckendorf, Gelsenkirchen — bish. vermißt, in Gefgsch.: [1186, 396, 1644, 425]
column-1: [62, 211, 576, 2073]
